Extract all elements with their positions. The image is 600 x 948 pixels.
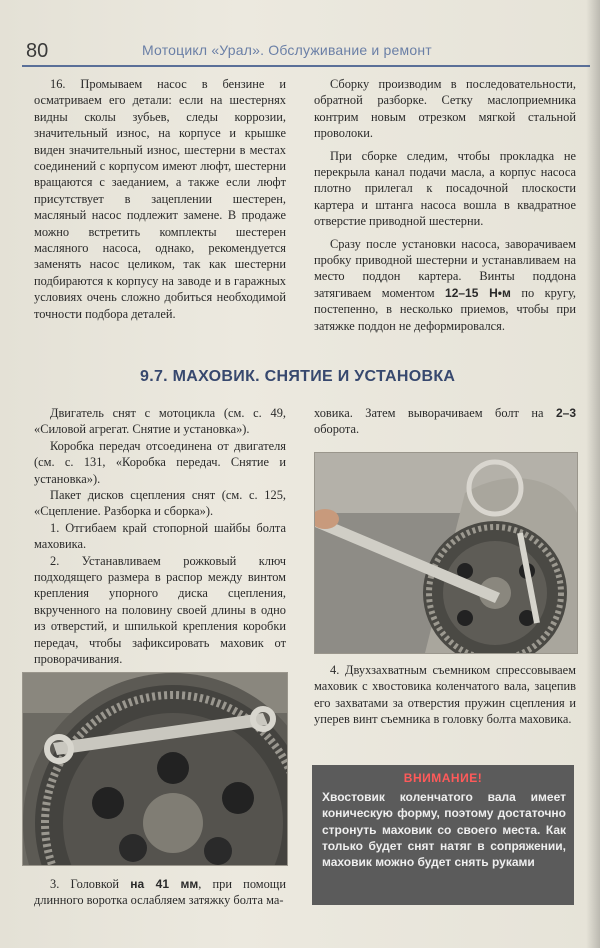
page-number: 80 [26, 40, 49, 62]
step3-text-end: , при помощи длинного воротка ослабляем затяжку болта ма- [34, 877, 286, 908]
right-column-top [314, 76, 576, 334]
paragraph-step-3-continued [314, 405, 576, 438]
socket-size: на 41 мм [130, 877, 199, 891]
left-column-step-3 [34, 876, 286, 909]
warning-text: Хвостовик коленчатого вала имеет коническую форму, поэтому достаточно стронуть маховик со своего места. Как только будет снят натяг в сопряжении, маховик можно будет снять руками [322, 790, 566, 870]
page-spine-shadow [586, 0, 600, 948]
engine-breaker-bar-illustration [315, 453, 577, 653]
running-title: Мотоцикл «Урал». Обслуживание и ремонт [142, 42, 432, 58]
photo-flywheel-wrench [22, 672, 288, 866]
warning-box [312, 765, 574, 905]
section-title: 9.7. МАХОВИК. СНЯТИЕ И УСТАНОВКА [140, 368, 456, 385]
paragraph-step-4: 4. Двухзахватным съемником спрессовываем маховик с хвостовика коленчатого вала, зацепив его захватами за отверстия пружин сцепления и уперев винт съемника в головку болта маховика. [314, 663, 576, 727]
warning-title: ВНИМАНИЕ! [403, 771, 483, 785]
paragraph-step-16: 16. Промываем насос в бензине и осматриваем его детали: если на шестернях видны сколы зубьев, следы коррозии, значительный износ, на корпусе и крышке виден значительный износ, шестерни в местах соединений с корпусом имеют люфт, шестерни вращаются с заеданием, а также если люфт присутствует в зацеплении шестерен, масляный насос подлежит замене. В продаже можно встретить комплекты шестерен масляного насоса, однако, рекомендуется заменять насос целиком, так как шестерни подбираются к корпусу на заводе и в гаражных условиях очень сложно добиться необходимой точности подбора деталей. [34, 77, 286, 321]
photo-engine-breaker-bar [314, 452, 578, 654]
paragraph-step-3 [34, 876, 286, 909]
paragraph-gasket: При сборке следим, чтобы прокладка не перекрыла канал подачи масла, а корпус насоса плотно прилегал к посадочной плоскости картера и штанга насоса вошла в квадратное отверстие приводной шестерни. [314, 148, 576, 229]
paragraph-step-2: 2. Устанавливаем рожковый ключ подходящего размера в распор между винтом крепления упорного диска сцепления, вкрученного на половину своей длины в одно из отверстий, и шпилькой крепления коробки передач, чтобы зафиксировать маховик от проворачивания. [34, 553, 286, 667]
flywheel-wrench-illustration [23, 673, 287, 865]
left-column-bottom [34, 405, 286, 668]
header-rule [22, 65, 590, 67]
paragraph-gearbox-removed: Коробка передач отсоединена от двигателя (см. с. 131, «Коробка передач. Снятие и установка»). [34, 438, 286, 486]
torque-text-start: Сразу после установки насоса, заворачиваем пробку приводной шестерни и устанавливаем на место поддон картера. Винты поддона затягиваем моментом [314, 236, 576, 300]
cont-text-end: оборота. [314, 422, 360, 437]
page-header [0, 0, 600, 66]
paragraph-step-1: 1. Отгибаем край стопорной шайбы болта маховика. [34, 520, 286, 552]
paragraph-clutch-removed: Пакет дисков сцепления снят (см. с. 125, «Сцепление. Разборка и сборка»). [34, 488, 286, 519]
paragraph-torque [314, 236, 576, 334]
right-column-continuation [314, 405, 576, 438]
right-column-step-4 [314, 662, 576, 728]
paragraph-engine-removed: Двигатель снят с мотоцикла (см. с. 49, «Силовой агрегат. Снятие и установка»). [34, 406, 286, 437]
step3-text-start: 3. Головкой [50, 877, 131, 891]
left-column-top [34, 76, 286, 322]
cont-text-start: ховика. Затем выворачиваем болт на [314, 406, 556, 420]
paragraph-assembly: Сборку производим в последовательности, обратной разборке. Сетку маслоприемника контрим новым отрезком мягкой стальной проволоки. [314, 77, 576, 141]
turns-value: 2–3 [555, 406, 576, 420]
torque-text-end: по кругу, постепенно, в несколько приемов, чтобы при затяжке поддон не деформировался. [314, 285, 576, 333]
torque-value: 12–15 Н•м [445, 285, 511, 300]
